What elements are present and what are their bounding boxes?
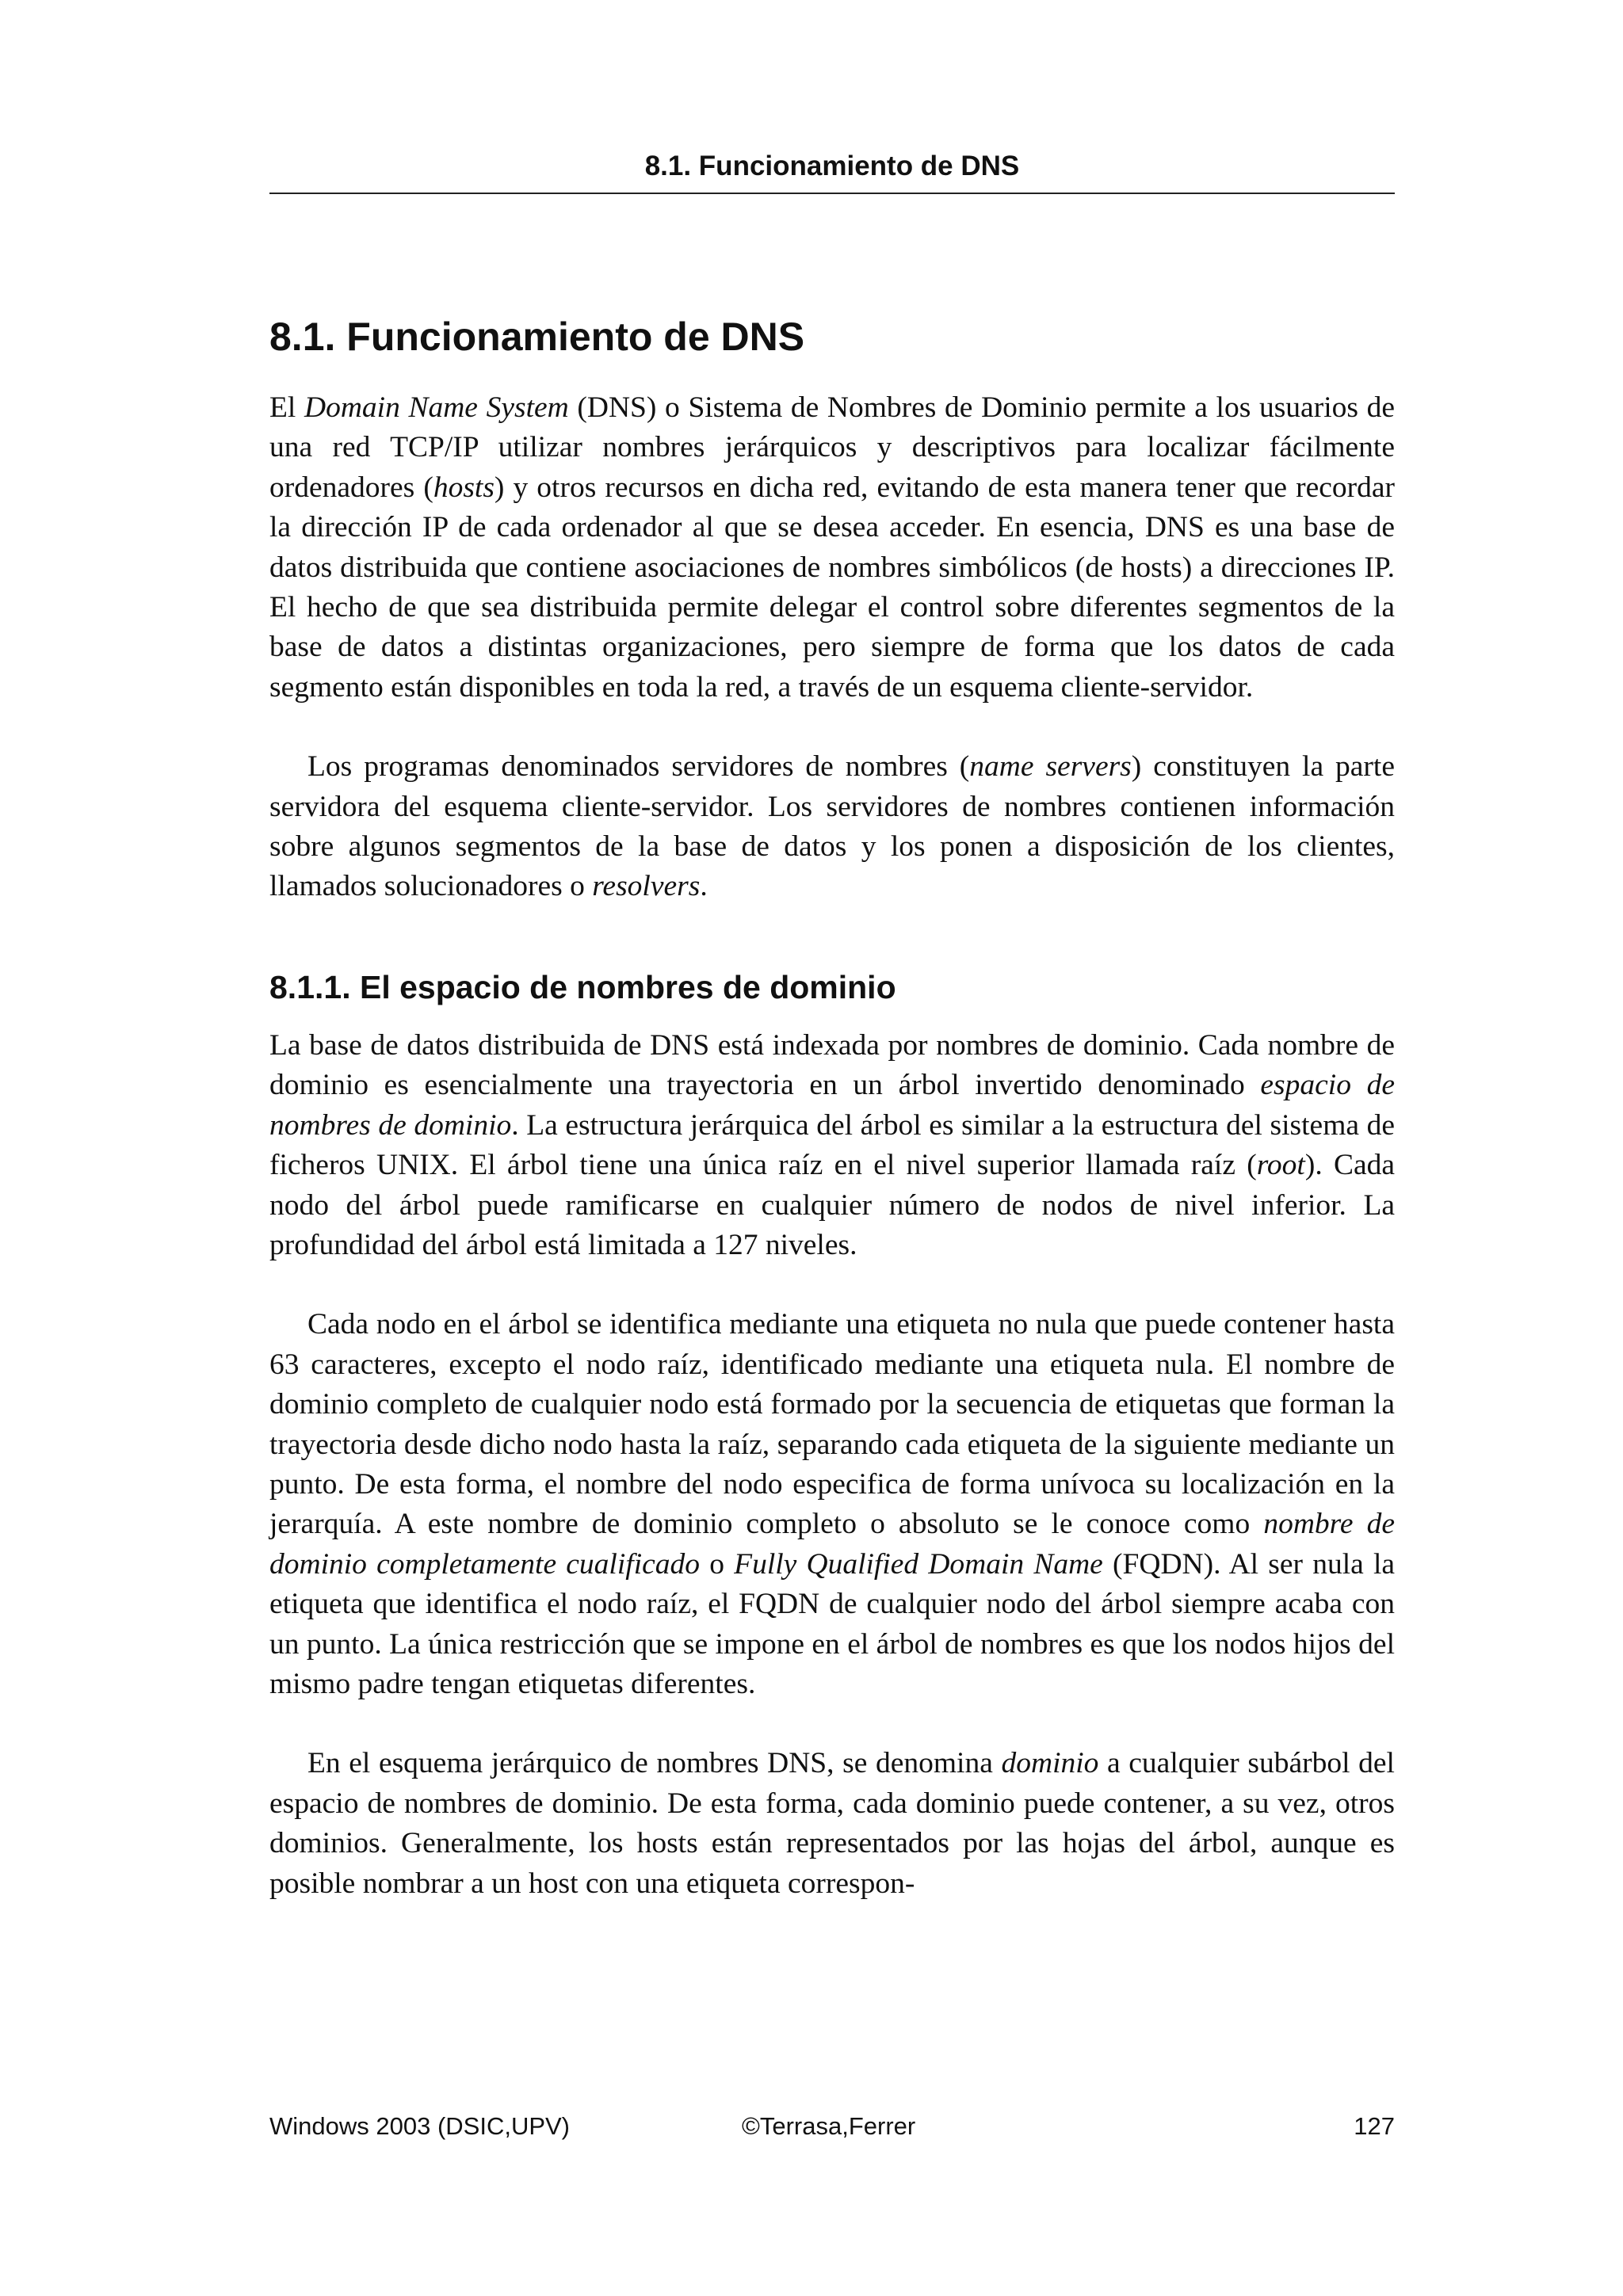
- page-number: 127: [1354, 2112, 1395, 2140]
- subsection-paragraph-2: [269, 1305, 1395, 1704]
- italic-term: name servers: [969, 750, 1132, 784]
- text-run: ). Cada nodo del árbol puede ramificarse en cualquier número de nodos de nivel inferior. La profundidad del árbol está limitada a 127 niveles.: [269, 1149, 1395, 1261]
- italic-term: dominio: [1001, 1747, 1099, 1780]
- text-run: . La estructura jerárquica del árbol es similar a la estructura del sistema de ficheros UNIX. El árbol tiene una única raíz en el nivel superior llamada raíz (: [269, 1108, 1395, 1182]
- subsection-paragraph-3: [269, 1744, 1395, 1904]
- text-run: En el esquema jerárquico de nombres DNS, se denomina: [307, 1747, 1002, 1780]
- section-paragraph-2: [269, 747, 1395, 907]
- subsection-paragraph-1: [269, 1026, 1395, 1265]
- text-run: o: [700, 1547, 735, 1581]
- section-paragraph-1: [269, 388, 1395, 707]
- text-run: .: [700, 870, 708, 903]
- text-run: Cada nodo en el árbol se identifica mediante una etiqueta no nula que puede contener hasta 63 caracteres, excepto el nodo raíz, identificado mediante una etiqueta nula. El nombre de dominio completo de cualquier nodo está formado por la secuencia de etiquetas que forman la trayectoria desde dicho nodo hasta la raíz, separando cada etiqueta de la siguiente mediante un punto. De esta forma, el nombre del nodo especifica de forma unívoca su localización en la jerarquía. A este nombre de dominio completo o absoluto se le conoce como: [269, 1308, 1395, 1541]
- italic-term: Fully Qualified Domain Name: [734, 1547, 1103, 1581]
- text-run: (FQDN). Al ser nula la etiqueta que identifica el nodo raíz, el FQDN de cualquier nodo del árbol siempre acaba con un punto. La única restricción que se impone en el árbol de nombres es que los nodos hijos del mismo padre tengan etiquetas diferentes.: [269, 1547, 1396, 1700]
- section-title: 8.1. Funcionamiento de DNS: [269, 315, 805, 359]
- page-content: [269, 301, 1395, 1904]
- text-run: La base de datos distribuida de DNS está indexada por nombres de dominio. Cada nombre de dominio es esencialmente una trayectoria en un árbol invertido denominado: [269, 1028, 1395, 1102]
- header-rule: [269, 193, 1395, 194]
- italic-term: hosts: [433, 471, 495, 504]
- text-run: El: [269, 391, 304, 424]
- subsection-title: 8.1.1. El espacio de nombres de dominio: [269, 968, 896, 1005]
- text-run: a cualquier subárbol del espacio de nombres de dominio. De esta forma, cada dominio puede contener, a su vez, otros dominios. Generalmente, los hosts están representados por las hojas del árbol, aunque es posible nombrar a un host con una etiqueta correspon-: [269, 1747, 1395, 1900]
- italic-term: nombre de dominio completamente cualificado: [269, 1508, 1396, 1581]
- text-run: ) constituyen la parte servidora del esquema cliente-servidor. Los servidores de nombres contienen información sobre algunos segmentos de la base de datos y los ponen a disposición de los clientes, llamados solucionadores o: [269, 750, 1395, 903]
- italic-term: espacio de nombres de dominio: [269, 1069, 1395, 1142]
- running-header: 8.1. Funcionamiento de DNS: [644, 151, 1020, 181]
- text-run: (DNS) o Sistema de Nombres de Dominio permite a los usuarios de una red TCP/IP utilizar nombres jerárquicos y descriptivos para localizar fácilmente ordenadores (: [269, 391, 1395, 504]
- text-run: ) y otros recursos en dicha red, evitando de esta manera tener que recordar la dirección IP de cada ordenador al que se desea acceder. En esencia, DNS es una base de datos distribuida que contiene asociaciones de nombres simbólicos (de hosts) a direcciones IP. El hecho de que sea distribuida permite delegar el control sobre diferentes segmentos de la base de datos a distintas organizaciones, pero siempre de forma que los datos de cada segmento están disponibles en toda la red, a través de un esquema cliente-servidor.: [269, 471, 1395, 704]
- text-run: Los programas denominados servidores de nombres (: [307, 750, 970, 784]
- page-footer: [269, 2109, 1395, 2144]
- italic-term: root: [1256, 1149, 1305, 1182]
- italic-term: Domain Name System: [304, 391, 569, 424]
- footer-book-title: Windows 2003 (DSIC,UPV): [269, 2112, 571, 2140]
- footer-copyright: ©Terrasa,Ferrer: [742, 2112, 916, 2140]
- italic-term: resolvers: [592, 870, 701, 903]
